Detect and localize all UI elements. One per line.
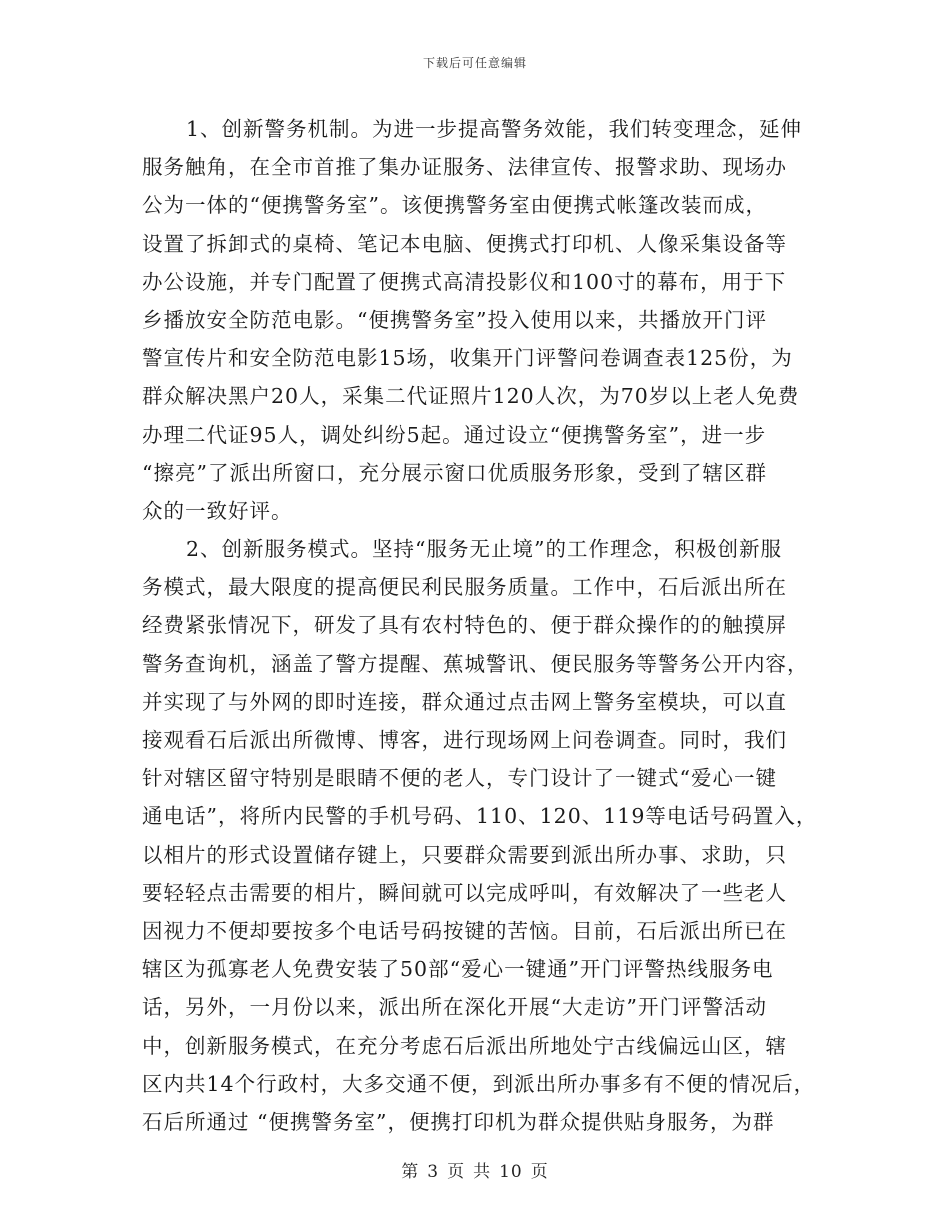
footer-page-word: 页 [447, 1162, 466, 1182]
footer-suffix: 页 [530, 1162, 549, 1182]
paragraph-line: 石后所通过 “便携警务室”，便携打印机为群众提供贴身服务，为群 [142, 1109, 775, 1134]
footer-prefix: 第 [401, 1162, 420, 1182]
paragraph-line: 务模式，最大限度的提高便民利民服务质量。工作中，石后派出所在 [142, 575, 787, 600]
paragraph-line: 话，另外，一月份以来，派出所在深化开展“大走访”开门评警活动 [142, 995, 767, 1020]
page-header-note: 下载后可任意编辑 [422, 56, 527, 70]
paragraph-line: 办理二代证95人，调处纠纷5起。通过设立“便携警务室”，进一步 [142, 422, 767, 447]
paragraph-line: 服务触角，在全市首推了集办证服务、法律宣传、报警求助、现场办 [142, 155, 787, 180]
footer-total-word: 共 [473, 1162, 492, 1182]
document-body [142, 110, 818, 1141]
paragraph-line: 警宣传片和安全防范电影15场，收集开门评警问卷调查表125份，为 [142, 346, 793, 371]
paragraph-line: 众的一致好评。 [142, 498, 293, 523]
paragraph-line: “擦亮”了派出所窗口，充分展示窗口优质服务形象，受到了辖区群 [142, 460, 767, 485]
paragraph-line: 通电话”，将所内民警的手机号码、110、120、119等电话号码置入， [142, 804, 818, 829]
paragraph-line: 并实现了与外网的即时连接，群众通过点击网上警务室模块，可以直 [142, 689, 787, 714]
paragraph-line: 针对辖区留守特别是眼睛不便的老人，专门设计了一键式“爱心一键 [142, 766, 777, 791]
paragraph-line: 群众解决黑户20人，采集二代证照片120人次，为70岁以上老人免费 [142, 384, 800, 409]
paragraph-line: 中，创新服务模式，在充分考虑石后派出所地处宁古线偏远山区，辖 [142, 1033, 787, 1058]
paragraph-line: 要轻轻点击需要的相片，瞬间就可以完成呼叫，有效解决了一些老人 [142, 880, 787, 905]
paragraph-line: 2、创新服务模式。坚持“服务无止境”的工作理念，积极创新服 [186, 537, 783, 562]
paragraph-line: 公为一体的“便携警务室”。该便携警务室由便携式帐篷改装而成， [142, 193, 767, 218]
paragraph-line: 警务查询机，涵盖了警方提醒、蕉城警讯、便民服务等警务公开内容， [142, 651, 809, 676]
paragraph-line: 辖区为孤寡老人免费安装了50部“爱心一键通”开门评警热线服务电 [142, 957, 774, 982]
page-footer [0, 1157, 950, 1182]
paragraph-line: 区内共14个行政村，大多交通不便，到派出所办事多有不便的情况后， [142, 1071, 816, 1096]
paragraph-line: 因视力不便却要按多个电话号码按键的苦恼。目前，石后派出所已在 [142, 918, 787, 943]
paragraph-line: 以相片的形式设置储存键上，只要群众需要到派出所办事、求助，只 [142, 842, 787, 867]
paragraph-line: 经费紧张情况下，研发了具有农村特色的、便于群众操作的的触摸屏 [142, 613, 787, 638]
current-page-number: 3 [427, 1162, 440, 1182]
paragraph-line: 乡播放安全防范电影。“便携警务室”投入使用以来，共播放开门评 [142, 307, 767, 332]
paragraph-line: 接观看石后派出所微博、博客，进行现场网上问卷调查。同时，我们 [142, 728, 787, 752]
paragraph-line: 1、创新警务机制。为进一步提高警务效能，我们转变理念，延伸 [186, 117, 803, 141]
paragraph-line: 办公设施，并专门配置了便携式高清投影仪和100寸的幕布，用于下 [142, 269, 787, 294]
total-page-count: 10 [499, 1162, 523, 1182]
paragraph-line: 设置了拆卸式的桌椅、笔记本电脑、便携式打印机、人像采集设备等 [142, 231, 787, 256]
paragraph-1 [142, 110, 810, 530]
paragraph-2 [142, 530, 818, 1141]
